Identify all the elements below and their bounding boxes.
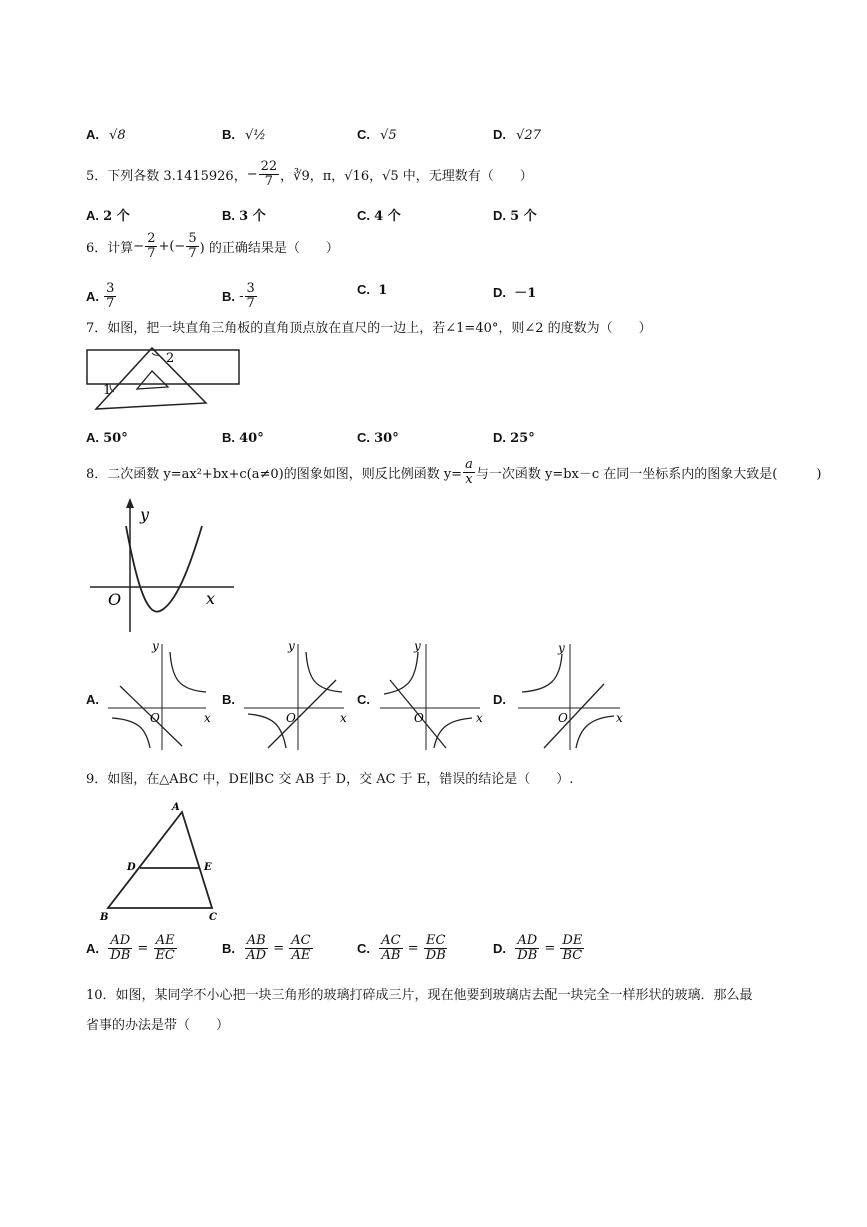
q5-stem: 5．下列各数 3.1415926， − $\frac{22}{7}$ ，∛9，π，√16，√5 中，无理数有（ ） (86, 159, 533, 189)
q8-option-c-graph (376, 640, 488, 752)
linear-line (544, 684, 604, 748)
q8-fraction: $\frac{a}{x}$ (465, 457, 473, 487)
x-label: x (204, 711, 211, 725)
q7-option-d: D. 25° (493, 430, 535, 446)
q8-option-b-graph (240, 640, 352, 752)
y-axis-arrow (126, 498, 134, 508)
hyperbola-branch-1 (170, 652, 206, 692)
q5-option-a: A. 2 个 (86, 208, 130, 224)
q6-option-c: C. 1 (357, 282, 388, 298)
triangle-abc (108, 812, 212, 908)
x-label: x (340, 711, 347, 725)
y-label: y (140, 505, 150, 524)
origin-label: O (150, 711, 160, 725)
q9-triangle-figure (96, 800, 226, 926)
origin-label: O (108, 590, 122, 609)
q9-stem: 9．如图，在△ABC 中，DE∥BC 交 AB 于 D，交 AC 于 E，错误的结论是（ ）. (86, 772, 574, 787)
vertex-a: A (172, 802, 180, 813)
q9-option-c: C. $\frac{AC}{AB}$ = $\frac{EC}{DB}$ (357, 933, 446, 963)
q4-option-a: A. √8 (86, 127, 126, 143)
q8-stem: 8．二次函数 y=ax²+bx+c(a≠0)的图象如图，则反比例函数 y= $\frac{a}{x}$ 与一次函数 y=bx－c 在同一坐标系内的图象大致是( ) (86, 457, 822, 487)
q4-option-d: D. √27 (493, 127, 541, 143)
q6-option-a: A. $\frac{3}{7}$ (86, 281, 115, 311)
q6-options (86, 272, 686, 312)
q9-option-b: B. $\frac{AB}{AD}$ = $\frac{AC}{AE}$ (222, 933, 311, 963)
q5-option-b: B. 3 个 (222, 208, 266, 224)
hyperbola-branch-2 (434, 718, 472, 748)
q6-fraction-2: $\frac{5}{7}$ (188, 231, 197, 261)
hyperbola-branch-2 (576, 716, 614, 748)
vertex-b: B (100, 912, 109, 923)
q8-option-a-label: A. (86, 692, 99, 707)
vertex-d: D (127, 862, 136, 873)
q9-option-d: D. $\frac{AD}{DB}$ = $\frac{DE}{BC}$ (493, 933, 583, 963)
q10-stem-line2: 省事的办法是带（ ） (86, 1018, 230, 1033)
q8-option-c-label: C. (357, 692, 370, 707)
q5-option-c: C. 4 个 (357, 208, 401, 224)
q6-option-d: D. －1 (493, 285, 537, 301)
vertex-c: C (209, 912, 217, 923)
ruler-shape (87, 350, 239, 384)
angle-2-label: 2 (166, 351, 175, 366)
q6-stem: 6．计算 − $\frac{2}{7}$ +(− $\frac{5}{7}$ ) 的正确结果是（ ） (86, 231, 339, 261)
q8-option-a-graph (104, 640, 214, 752)
angle-1-label: 1 (103, 383, 112, 398)
y-label: y (152, 640, 159, 653)
hyperbola-branch-1 (306, 652, 342, 692)
hyperbola-branch-2 (112, 718, 150, 748)
q9-option-a: A. $\frac{AD}{DB}$ = $\frac{AE}{EC}$ (86, 933, 175, 963)
hyperbola-branch-1 (384, 652, 418, 694)
q7-option-c: C. 30° (357, 430, 399, 446)
q10-stem-line1: 10．如图，某同学不小心把一块三角形的玻璃打碎成三片，现在他要到玻璃店去配一块完全一样形状的玻璃．那么最 (86, 988, 753, 1003)
origin-label: O (286, 711, 296, 725)
q4-option-c: C. √5 (357, 127, 397, 143)
q7-option-a: A. 50° (86, 430, 128, 446)
origin-label: O (558, 711, 568, 725)
y-label: y (288, 640, 295, 653)
y-label: y (558, 641, 565, 655)
y-label: y (414, 640, 421, 653)
triangle-outer (96, 348, 206, 409)
q8-option-d-graph (514, 640, 626, 752)
q9-options (86, 934, 686, 978)
q6-option-b: B. - $\frac{3}{7}$ (222, 281, 255, 311)
linear-line (268, 680, 336, 748)
q5-option-d: D. 5 个 (493, 208, 537, 224)
q7-stem: 7．如图，把一块直角三角板的直角顶点放在直尺的一边上，若∠1=40°，则∠2 的度数为（ ） (86, 321, 652, 336)
q6-fraction-1: $\frac{2}{7}$ (147, 231, 156, 261)
x-label: x (476, 711, 483, 725)
q8-option-d-label: D. (493, 692, 506, 707)
parabola-curve (126, 526, 202, 612)
vertex-e: E (204, 862, 212, 873)
x-label: x (616, 711, 623, 725)
hyperbola-branch-2 (248, 714, 286, 748)
hyperbola-branch-1 (522, 654, 562, 692)
q8-option-b-label: B. (222, 692, 235, 707)
triangle-inner (137, 371, 168, 389)
x-label: x (206, 589, 216, 608)
origin-label: O (414, 711, 424, 725)
q7-ruler-triangle-figure (86, 345, 242, 415)
q4-option-b: B. √½ (222, 127, 267, 143)
q8-parabola-figure (86, 496, 236, 634)
q7-option-b: B. 40° (222, 430, 264, 446)
q8-options (86, 640, 646, 755)
q5-fraction: $\frac{22}{7}$ (260, 159, 278, 189)
